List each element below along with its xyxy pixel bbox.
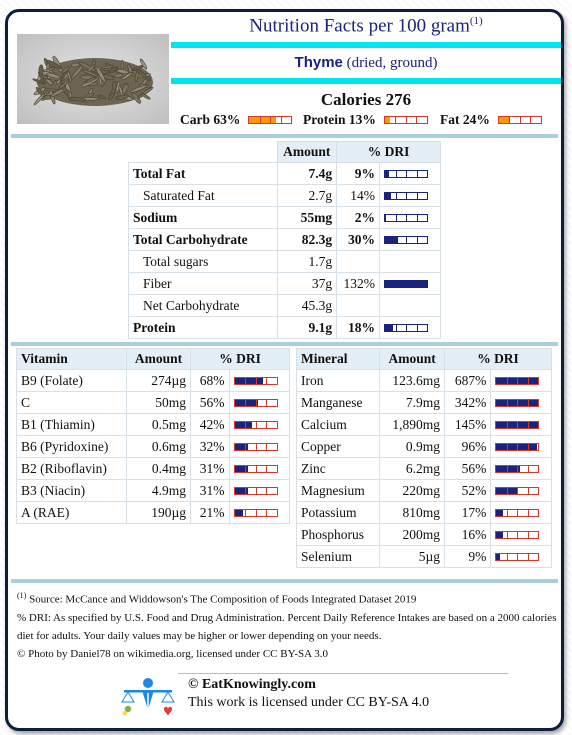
- macro-bar-fill: [385, 117, 390, 123]
- macro-protein: [303, 112, 428, 128]
- bar-tick: [256, 488, 257, 494]
- bar-tick: [395, 117, 396, 123]
- bar-tick: [256, 466, 257, 472]
- vitamin-row: [17, 370, 290, 392]
- title-text: Nutrition Facts per 100 gram: [249, 15, 470, 37]
- mineral-row: [297, 370, 552, 392]
- macro-carb: [180, 112, 292, 128]
- bar-tick: [517, 488, 518, 494]
- dri-bar: [384, 192, 428, 200]
- bar-tick: [260, 117, 261, 123]
- vitamin-row-dri-bar-cell: [229, 458, 289, 480]
- nutrient-name: Saturated Fat: [129, 185, 278, 207]
- macro-fat-bar: [498, 116, 542, 124]
- dri-bar: [384, 170, 428, 178]
- nutrient-row: [129, 229, 441, 251]
- dri-bar: [495, 465, 539, 473]
- mineral-row-dri-bar-cell: [491, 436, 552, 458]
- bar-tick: [530, 117, 531, 123]
- vitamin-row-dri-bar-cell: [229, 370, 289, 392]
- accent-bar-top: [171, 42, 561, 48]
- nutrient-row: [129, 273, 441, 295]
- dri-bar: [384, 236, 428, 244]
- vitamin-amount-header: Amount: [126, 349, 190, 370]
- food-name: [174, 54, 558, 72]
- bar-fill: [235, 422, 253, 428]
- bar-tick: [270, 117, 271, 123]
- bar-fill: [385, 193, 391, 199]
- nutrient-name: Total Carbohydrate: [129, 229, 278, 251]
- accent-bar-bottom: [171, 78, 561, 84]
- bar-tick: [266, 466, 267, 472]
- bar-tick: [266, 444, 267, 450]
- bar-tick: [266, 378, 267, 384]
- mineral-name-header: Mineral: [297, 349, 380, 370]
- bar-tick: [266, 510, 267, 516]
- vitamin-row-name: B1 (Thiamin): [17, 414, 127, 436]
- vitamin-row: [17, 480, 290, 502]
- vitamin-row-dri: 21%: [191, 502, 229, 524]
- nutrient-name: Fiber: [129, 273, 278, 295]
- divider-2: [11, 342, 558, 346]
- bar-tick: [245, 422, 246, 428]
- nutrient-row: [129, 207, 441, 229]
- nutrient-dri-bar-cell: [380, 251, 441, 273]
- source-note: [17, 587, 557, 609]
- bar-tick: [507, 400, 508, 406]
- bar-tick: [281, 117, 282, 123]
- vitamin-table-header: [17, 349, 290, 370]
- dri-bar: [234, 443, 278, 451]
- dri-bar: [495, 399, 539, 407]
- bar-tick: [396, 281, 397, 287]
- bar-tick: [406, 237, 407, 243]
- vitamin-row-name: B3 (Niacin): [17, 480, 127, 502]
- mineral-row-dri-bar-cell: [491, 458, 552, 480]
- leaf-shape: [112, 81, 116, 90]
- vitamin-row-amount: 190µg: [126, 502, 190, 524]
- nutrient-dri: 9%: [337, 163, 380, 185]
- bar-tick: [396, 215, 397, 221]
- mineral-row-dri: 17%: [445, 502, 491, 524]
- macro-protein-bar: [384, 116, 428, 124]
- dri-bar: [495, 553, 539, 561]
- vitamin-row-dri-bar-cell: [229, 480, 289, 502]
- calories-value: Calories 276: [320, 90, 412, 109]
- mineral-table-header: [297, 349, 552, 370]
- mineral-row-dri: 687%: [445, 370, 491, 392]
- nutrient-dri: [337, 295, 380, 317]
- footer-divider: [178, 673, 508, 674]
- bar-tick: [406, 215, 407, 221]
- bar-fill: [385, 325, 393, 331]
- mineral-row-dri-bar-cell: [491, 392, 552, 414]
- bar-tick: [266, 400, 267, 406]
- bar-fill: [496, 510, 503, 516]
- vitamin-row-dri: 56%: [191, 392, 229, 414]
- bar-tick: [507, 444, 508, 450]
- vitamins-table: [16, 348, 290, 524]
- mineral-row-amount: 200mg: [380, 524, 445, 546]
- bar-tick: [245, 466, 246, 472]
- vitamin-row-dri-bar-cell: [229, 414, 289, 436]
- mineral-row-dri-bar-cell: [491, 502, 552, 524]
- mineral-row-name: Magnesium: [297, 480, 380, 502]
- vitamin-row: [17, 436, 290, 458]
- photo-credit: © Photo by Daniel78 on wikimedia.org, licensed under CC BY-SA 3.0: [17, 647, 328, 660]
- dri-bar: [495, 531, 539, 539]
- nutrient-dri: [337, 251, 380, 273]
- nutrient-amount: 9.1g: [277, 317, 337, 339]
- mineral-row: [297, 524, 552, 546]
- bar-tick: [256, 400, 257, 406]
- bar-tick: [396, 325, 397, 331]
- mineral-row-dri: 145%: [445, 414, 491, 436]
- dri-note: % DRI: As specified by U.S. Food and Drug Administration. Percent Daily Reference Intakes are based on a 2000 calories diet for adults. Your daily values may be higher or lower depending on your needs.: [17, 611, 557, 642]
- bar-tick: [528, 422, 529, 428]
- dri-bar: [234, 509, 278, 517]
- bar-fill: [385, 215, 386, 221]
- bar-fill: [496, 554, 500, 560]
- mineral-row-dri-bar-cell: [491, 370, 552, 392]
- leaf-shape: [38, 65, 43, 77]
- bar-fill: [385, 171, 389, 177]
- mineral-row-amount: 123.6mg: [380, 370, 445, 392]
- bar-tick: [406, 281, 407, 287]
- vitamin-row-name: B2 (Riboflavin): [17, 458, 127, 480]
- vitamin-row: [17, 502, 290, 524]
- vitamin-row-dri: 32%: [191, 436, 229, 458]
- bar-tick: [417, 171, 418, 177]
- minerals-table: [296, 348, 552, 568]
- mineral-row-dri-bar-cell: [491, 414, 552, 436]
- mineral-row-name: Manganese: [297, 392, 380, 414]
- vitamin-row: [17, 392, 290, 414]
- bar-tick: [517, 510, 518, 516]
- dri-bar: [384, 280, 428, 288]
- nutrient-row: [129, 185, 441, 207]
- mineral-row-dri: 96%: [445, 436, 491, 458]
- macro-bar-fill: [249, 117, 275, 123]
- bar-tick: [256, 510, 257, 516]
- mineral-row-amount: 1,890mg: [380, 414, 445, 436]
- license-text: This work is licensed under CC BY-SA 4.0: [188, 695, 430, 710]
- dri-bar: [234, 487, 278, 495]
- nutrient-dri: 18%: [337, 317, 380, 339]
- vitamin-row-amount: 4.9mg: [126, 480, 190, 502]
- macro-fat-label: Fat 24%: [440, 112, 490, 127]
- dri-bar: [234, 421, 278, 429]
- mineral-row: [297, 480, 552, 502]
- mineral-row: [297, 392, 552, 414]
- nutrient-amount: 7.4g: [277, 163, 337, 185]
- vitamin-name-header: Vitamin: [17, 349, 127, 370]
- main-table-header: [129, 142, 441, 163]
- bar-fill: [235, 400, 259, 406]
- bar-tick: [245, 444, 246, 450]
- bar-tick: [517, 444, 518, 450]
- bar-tick: [396, 193, 397, 199]
- nutrient-row: [129, 163, 441, 185]
- bar-tick: [406, 117, 407, 123]
- bar-fill: [235, 378, 264, 384]
- mineral-row-name: Calcium: [297, 414, 380, 436]
- main-table-blank-header: [129, 142, 278, 163]
- nutrient-row: [129, 317, 441, 339]
- bar-tick: [507, 466, 508, 472]
- bar-tick: [256, 422, 257, 428]
- mineral-row-dri: 16%: [445, 524, 491, 546]
- dri-bar: [495, 509, 539, 517]
- bar-fill: [235, 510, 244, 516]
- bar-tick: [507, 532, 508, 538]
- vitamin-dri-header: % DRI: [191, 349, 290, 370]
- bar-tick: [245, 400, 246, 406]
- vitamin-row-dri-bar-cell: [229, 436, 289, 458]
- vitamin-row-name: A (RAE): [17, 502, 127, 524]
- nutrient-amount: 45.3g: [277, 295, 337, 317]
- nutrient-dri: 2%: [337, 207, 380, 229]
- nutrient-dri-bar-cell: [380, 163, 441, 185]
- bar-tick: [417, 193, 418, 199]
- bar-tick: [406, 325, 407, 331]
- vitamin-row-dri: 42%: [191, 414, 229, 436]
- mineral-row: [297, 546, 552, 568]
- nutrient-row: [129, 295, 441, 317]
- vitamin-row: [17, 458, 290, 480]
- nutrient-amount: 2.7g: [277, 185, 337, 207]
- dri-bar: [384, 324, 428, 332]
- vitamin-row-dri: 31%: [191, 458, 229, 480]
- divider-1: [11, 134, 558, 138]
- thyme-photo: [17, 34, 169, 124]
- mineral-row-dri: 56%: [445, 458, 491, 480]
- vitamin-row-amount: 0.4mg: [126, 458, 190, 480]
- mineral-row: [297, 414, 552, 436]
- nutrient-name: Total sugars: [129, 251, 278, 273]
- nutrient-name: Net Carbohydrate: [129, 295, 278, 317]
- vitamin-row: [17, 414, 290, 436]
- bar-tick: [256, 444, 257, 450]
- nutrient-amount: 1.7g: [277, 251, 337, 273]
- footer: [188, 676, 429, 712]
- mineral-row-name: Potassium: [297, 502, 380, 524]
- nutrient-dri-bar-cell: [380, 273, 441, 295]
- bar-tick: [417, 281, 418, 287]
- mineral-row-dri-bar-cell: [491, 524, 552, 546]
- bar-tick: [396, 237, 397, 243]
- nutrient-dri-bar-cell: [380, 185, 441, 207]
- bar-tick: [509, 117, 510, 123]
- bar-tick: [406, 171, 407, 177]
- nutrient-name: Protein: [129, 317, 278, 339]
- nutrient-amount: 55mg: [277, 207, 337, 229]
- vitamin-row-name: B9 (Folate): [17, 370, 127, 392]
- bar-tick: [517, 422, 518, 428]
- nutrient-dri: 132%: [337, 273, 380, 295]
- bar-tick: [507, 554, 508, 560]
- mineral-row-amount: 7.9mg: [380, 392, 445, 414]
- bar-tick: [528, 444, 529, 450]
- bar-tick: [507, 378, 508, 384]
- bar-tick: [256, 378, 257, 384]
- mineral-row-name: Iron: [297, 370, 380, 392]
- mineral-row-name: Zinc: [297, 458, 380, 480]
- bar-tick: [528, 488, 529, 494]
- nutrient-name: Sodium: [129, 207, 278, 229]
- mineral-row-amount: 5µg: [380, 546, 445, 568]
- bar-tick: [517, 466, 518, 472]
- mineral-row-name: Copper: [297, 436, 380, 458]
- nutrient-amount: 37g: [277, 273, 337, 295]
- vitamin-row-dri-bar-cell: [229, 392, 289, 414]
- nutrition-card: [5, 9, 564, 731]
- footnotes: [17, 587, 557, 663]
- mineral-row-amount: 220mg: [380, 480, 445, 502]
- mineral-row-amount: 810mg: [380, 502, 445, 524]
- nutrient-dri: 30%: [337, 229, 380, 251]
- vitamin-row-amount: 274µg: [126, 370, 190, 392]
- mineral-row: [297, 502, 552, 524]
- bar-tick: [416, 117, 417, 123]
- vitamin-row-amount: 50mg: [126, 392, 190, 414]
- bar-tick: [517, 554, 518, 560]
- food-description: (dried, ground): [346, 55, 438, 71]
- bar-tick: [528, 510, 529, 516]
- site-credit[interactable]: © EatKnowingly.com: [188, 677, 316, 692]
- vitamin-row-amount: 0.5mg: [126, 414, 190, 436]
- source-footnote-mark: (1): [17, 591, 27, 600]
- macro-fat: [440, 112, 542, 128]
- mineral-dri-header: % DRI: [445, 349, 552, 370]
- bar-tick: [507, 510, 508, 516]
- bar-tick: [406, 193, 407, 199]
- mineral-row-dri: 9%: [445, 546, 491, 568]
- nutrient-dri: 14%: [337, 185, 380, 207]
- dri-bar: [234, 377, 278, 385]
- bar-tick: [507, 422, 508, 428]
- source-text: Source: McCance and Widdowson's The Composition of Foods Integrated Dataset 2019: [26, 593, 417, 606]
- bar-tick: [517, 400, 518, 406]
- title-footnote-mark: (1): [469, 15, 483, 27]
- bar-tick: [245, 510, 246, 516]
- macro-carb-bar: [248, 116, 292, 124]
- mineral-row-dri-bar-cell: [491, 546, 552, 568]
- bar-tick: [517, 378, 518, 384]
- bar-tick: [517, 532, 518, 538]
- main-nutrients-table: [128, 141, 441, 339]
- macro-bar-fill: [499, 117, 509, 123]
- bar-tick: [528, 466, 529, 472]
- macro-protein-label: Protein 13%: [303, 112, 376, 127]
- nutrient-dri-bar-cell: [380, 295, 441, 317]
- vitamin-row-name: C: [17, 392, 127, 414]
- mineral-amount-header: Amount: [380, 349, 445, 370]
- nutrient-amount: 82.3g: [277, 229, 337, 251]
- page-title: [174, 15, 558, 37]
- nutrient-name: Total Fat: [129, 163, 278, 185]
- bar-tick: [528, 554, 529, 560]
- nutrient-row: [129, 251, 441, 273]
- mineral-row-name: Phosphorus: [297, 524, 380, 546]
- dri-bar: [234, 465, 278, 473]
- mineral-row-dri: 52%: [445, 480, 491, 502]
- bar-tick: [266, 422, 267, 428]
- mineral-row-amount: 0.9mg: [380, 436, 445, 458]
- main-dri-header: % DRI: [337, 142, 441, 163]
- bar-fill: [496, 466, 520, 472]
- bar-tick: [417, 237, 418, 243]
- nutrient-dri-bar-cell: [380, 317, 441, 339]
- vitamin-row-dri: 68%: [191, 370, 229, 392]
- dri-bar: [384, 214, 428, 222]
- vitamin-row-amount: 0.6mg: [126, 436, 190, 458]
- divider-3: [11, 579, 558, 583]
- bar-tick: [528, 400, 529, 406]
- bar-tick: [245, 488, 246, 494]
- vitamin-row-dri-bar-cell: [229, 502, 289, 524]
- nutrient-dri-bar-cell: [380, 207, 441, 229]
- bar-tick: [396, 171, 397, 177]
- bar-fill: [496, 532, 503, 538]
- main-amount-header: Amount: [277, 142, 337, 163]
- dri-bar: [234, 399, 278, 407]
- mineral-row-amount: 6.2mg: [380, 458, 445, 480]
- mineral-row-name: Selenium: [297, 546, 380, 568]
- bar-tick: [528, 532, 529, 538]
- mineral-row: [297, 458, 552, 480]
- eatknowingly-logo-icon: [118, 676, 178, 720]
- bar-tick: [266, 488, 267, 494]
- dri-bar: [495, 487, 539, 495]
- mineral-row-dri-bar-cell: [491, 480, 552, 502]
- macro-carb-label: Carb 63%: [180, 112, 241, 127]
- vitamin-row-name: B6 (Pyridoxine): [17, 436, 127, 458]
- dri-bar: [495, 377, 539, 385]
- bar-tick: [507, 488, 508, 494]
- bar-tick: [245, 378, 246, 384]
- food-name-text: Thyme: [294, 54, 343, 71]
- mineral-row: [297, 436, 552, 458]
- bar-tick: [528, 378, 529, 384]
- thyme-image-icon: [17, 34, 169, 124]
- mineral-row-dri: 342%: [445, 392, 491, 414]
- vitamin-row-dri: 31%: [191, 480, 229, 502]
- dri-bar: [495, 443, 539, 451]
- bar-tick: [417, 215, 418, 221]
- dri-bar: [495, 421, 539, 429]
- bar-tick: [417, 325, 418, 331]
- bar-tick: [520, 117, 521, 123]
- nutrient-dri-bar-cell: [380, 229, 441, 251]
